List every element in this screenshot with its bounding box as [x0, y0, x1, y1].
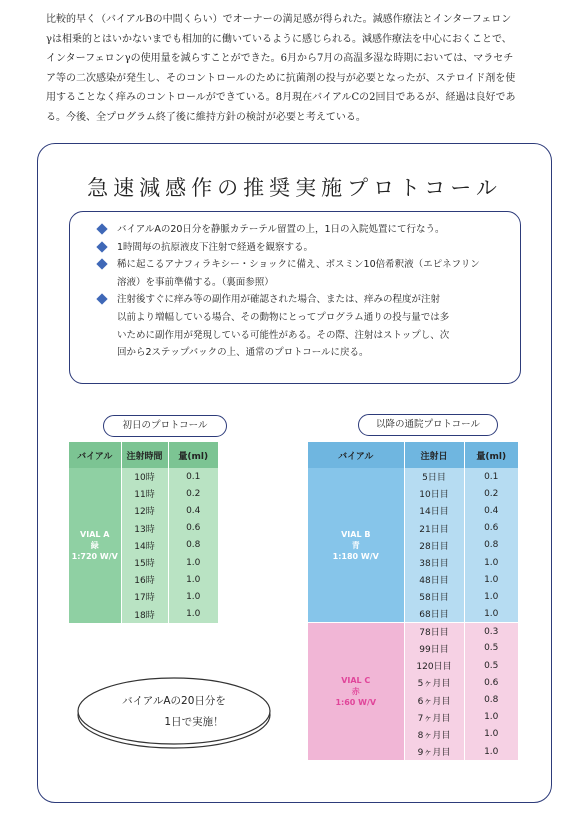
regular-visit-table — [308, 442, 518, 760]
dose-ml: 0.5 — [464, 657, 518, 674]
regular-protocol-label: 以降の通院プロトコール — [358, 414, 498, 436]
intro-line: γは相乗的とはいかないまでも相加的に働いているように感じられる。減感作療法を中心におくことで、 — [46, 33, 512, 45]
protocol-panel — [37, 143, 552, 803]
note-line: 注射後すぐに痒み等の副作用が確認された場合、または、痒みの程度が注射 — [117, 294, 441, 306]
intro-line: る。今後、全プログラム終了後に維持方針の検討が必要と考えている。 — [46, 111, 366, 123]
injection-day: 6ヶ月目 — [404, 691, 464, 708]
intro-paragraph — [46, 10, 546, 127]
note-item — [95, 291, 506, 361]
column-header: 注射時間 — [121, 442, 168, 468]
note-item — [95, 221, 506, 239]
dose-ml: 0.4 — [168, 502, 218, 519]
dose-ml: 1.0 — [464, 726, 518, 743]
dose-ml: 0.6 — [168, 520, 218, 537]
dose-ml: 0.5 — [464, 640, 518, 657]
injection-day: 5日目 — [404, 468, 464, 485]
dose-ml: 0.6 — [464, 674, 518, 691]
injection-time: 11時 — [121, 485, 168, 502]
diamond-bullet-icon — [96, 223, 107, 234]
diamond-bullet-icon — [96, 259, 107, 270]
dose-ml: 0.1 — [464, 468, 518, 485]
injection-time: 14時 — [121, 537, 168, 554]
column-header: バイアル — [308, 442, 404, 468]
note-line: バイアルAの20日分を静脈カテーテル留置の上，1日の入院処置にて行なう。 — [117, 224, 445, 235]
vial-b-label: VIAL B 青 1:180 W/V — [308, 468, 404, 623]
first-day-protocol-label: 初日のプロトコール — [103, 415, 227, 437]
dose-ml: 0.1 — [168, 468, 218, 485]
dose-ml: 0.2 — [168, 485, 218, 502]
dose-ml: 0.8 — [464, 691, 518, 708]
dose-ml: 0.6 — [464, 520, 518, 537]
intro-line: 用することなく痒みのコントロールができている。8月現在バイアルCの2回目であるが、経過は良好であ — [46, 92, 516, 103]
dose-ml: 0.8 — [168, 537, 218, 554]
injection-time: 16時 — [121, 571, 168, 588]
vial-c-label: VIAL C 赤 1:60 W/V — [308, 623, 404, 761]
vial-a-label: VIAL A 緑 1:720 W/V — [69, 468, 121, 623]
note-line: 回から2ステップバックの上、通常のプロトコールに戻る。 — [117, 347, 369, 359]
note-line: 溶液）を事前準備する。（裏面参照） — [117, 276, 274, 288]
note-item — [95, 256, 506, 291]
callout-line: 1日で実施！ — [164, 716, 224, 728]
first-day-table — [69, 442, 218, 623]
injection-day: 14日目 — [404, 502, 464, 519]
column-header: 量(ml) — [168, 442, 218, 468]
injection-time: 13時 — [121, 520, 168, 537]
table-header-row — [69, 442, 218, 468]
protocol-notes-box — [69, 211, 521, 384]
note-item — [95, 239, 506, 257]
injection-day: 21日目 — [404, 520, 464, 537]
table-row — [308, 468, 518, 485]
injection-day: 10日目 — [404, 485, 464, 502]
callout-ellipse — [74, 675, 274, 751]
table-header-row — [308, 442, 518, 468]
dose-ml: 1.0 — [464, 709, 518, 726]
injection-day: 48日目 — [404, 571, 464, 588]
injection-day: 5ヶ月目 — [404, 674, 464, 691]
note-line: 1時間毎の抗原液皮下注射で経過を観察する。 — [117, 241, 314, 253]
injection-day: 99日目 — [404, 640, 464, 657]
column-header: 注射日 — [404, 442, 464, 468]
dose-ml: 1.0 — [464, 571, 518, 588]
dose-ml: 1.0 — [464, 554, 518, 571]
dose-ml: 1.0 — [464, 606, 518, 623]
dose-ml: 1.0 — [168, 606, 218, 623]
callout-line: バイアルAの20日分を — [122, 695, 226, 707]
injection-day: 8ヶ月目 — [404, 726, 464, 743]
injection-time: 10時 — [121, 468, 168, 485]
injection-time: 18時 — [121, 606, 168, 623]
dose-ml: 1.0 — [168, 588, 218, 605]
intro-line: インターフェロンγの使用量を減らすことができた。6月から7月の高温多湿な時期においては、マラセチ — [46, 53, 514, 64]
panel-title: 急速減感作の推奨実施プロトコール — [87, 176, 502, 200]
table-row — [308, 623, 518, 640]
injection-time: 15時 — [121, 554, 168, 571]
dose-ml: 0.8 — [464, 537, 518, 554]
injection-time: 12時 — [121, 502, 168, 519]
callout-text — [74, 691, 274, 733]
injection-day: 58日目 — [404, 588, 464, 605]
dose-ml: 1.0 — [464, 588, 518, 605]
diamond-bullet-icon — [96, 294, 107, 305]
dose-ml: 0.4 — [464, 502, 518, 519]
note-line: 稀に起こるアナフィラキシー・ショックに備え、ボスミン10倍希釈液（エピネフリン — [117, 259, 480, 271]
dose-ml: 1.0 — [168, 554, 218, 571]
dose-ml: 1.0 — [168, 571, 218, 588]
injection-day: 9ヶ月目 — [404, 743, 464, 760]
dose-ml: 0.2 — [464, 485, 518, 502]
injection-day: 78日目 — [404, 623, 464, 640]
injection-day: 120日目 — [404, 657, 464, 674]
injection-day: 7ヶ月目 — [404, 709, 464, 726]
column-header: 量(ml) — [464, 442, 518, 468]
injection-day: 38日目 — [404, 554, 464, 571]
intro-line: 比較的早く（バイアルBの中間くらい）でオーナーの満足感が得られた。減感作療法とインターフェロン — [46, 14, 512, 25]
note-line: いために副作用が発現している可能性がある。その際、注射はストップし、次 — [117, 329, 450, 341]
note-line: 以前より増幅している場合、その動物にとってプログラム通りの投与量では多 — [117, 311, 450, 323]
injection-day: 28日目 — [404, 537, 464, 554]
injection-time: 17時 — [121, 588, 168, 605]
dose-ml: 0.3 — [464, 623, 518, 640]
column-header: バイアル — [69, 442, 121, 468]
intro-line: ア等の二次感染が発生し、そのコントロールのために抗菌剤の投与が必要となったが、ステロイド剤を使 — [46, 72, 516, 84]
diamond-bullet-icon — [96, 241, 107, 252]
table-row — [69, 468, 218, 485]
injection-day: 68日目 — [404, 606, 464, 623]
dose-ml: 1.0 — [464, 743, 518, 760]
